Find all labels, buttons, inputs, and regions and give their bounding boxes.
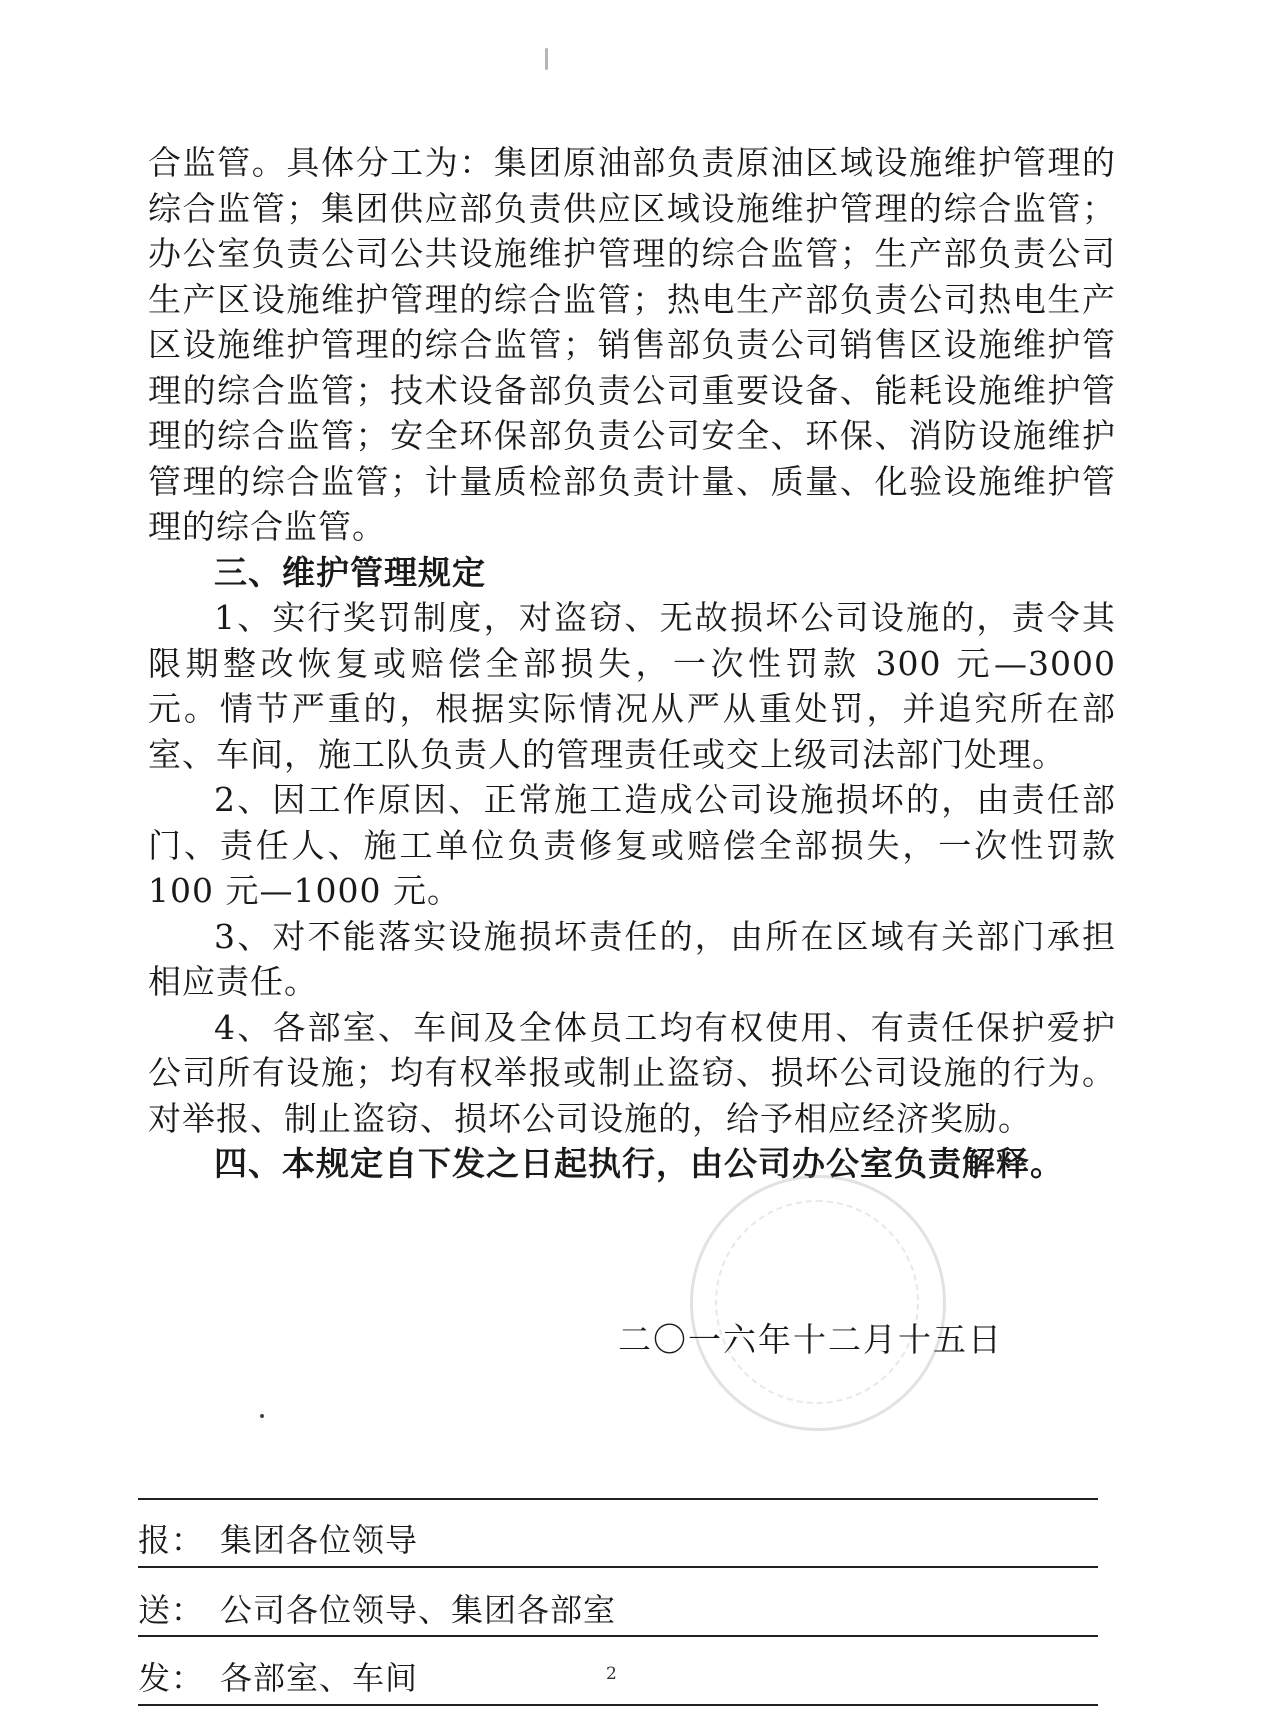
page-number: 2 [606,1664,617,1684]
scan-speck [260,1414,264,1418]
document-body [148,140,1116,1187]
distribution-row-issue [138,1658,418,1698]
document-date: 二〇一六年十二月十五日 [618,1320,1003,1359]
rule-1-paragraph: 1、实行奖罚制度，对盗窃、无故损坏公司设施的，责令其限期整改恢复或赔偿全部损失，一次性罚款 300 元—3000 元。情节严重的，根据实际情况从严从重处罚，并追究所在部室、车间，施工队负责人的管理责任或交上级司法部门处理。 [148,598,1116,774]
distribution-label: 发： [138,1659,205,1697]
rule-2-paragraph: 2、因工作原因、正常施工造成公司设施损坏的，由责任部门、责任人、施工单位负责修复或赔偿全部损失，一次性罚款 100 元—1000 元。 [148,780,1116,910]
distribution-value: 集团各位领导 [220,1521,419,1559]
divider-line [138,1566,1098,1568]
divider-line [138,1635,1098,1637]
rule-4-paragraph: 4、各部室、车间及全体员工均有权使用、有责任保护爱护公司所有设施；均有权举报或制止盗窃、损坏公司设施的行为。对举报、制止盗窃、损坏公司设施的，给予相应经济奖励。 [148,1007,1116,1138]
scan-mark [545,48,548,70]
rule-3-paragraph: 3、对不能落实设施损坏责任的，由所在区域有关部门承担相应责任。 [148,916,1116,1001]
paragraph-supervision-division: 合监管。具体分工为：集团原油部负责原油区域设施维护管理的综合监管；集团供应部负责供应区域设施维护管理的综合监管；办公室负责公司公共设施维护管理的综合监管；生产部负责公司生产区设施维护管理的综合监管；热电生产部负责公司热电生产区设施维护管理的综合监管；销售部负责公司销售区设施维护管理的综合监管；技术设备部负责公司重要设备、能耗设施维护管理的综合监管；安全环保部负责公司安全、环保、消防设施维护管理的综合监管；计量质检部负责计量、质量、化验设施维护管理的综合监管。 [148,143,1116,546]
distribution-value: 公司各位领导、集团各部室 [220,1591,617,1629]
distribution-row-send [138,1590,616,1630]
divider-line [138,1704,1098,1706]
section-heading-effective-date: 四、本规定自下发之日起执行，由公司办公室负责解释。 [214,1144,1064,1183]
distribution-label: 送： [138,1591,205,1629]
section-heading-maintenance-rules: 三、维护管理规定 [214,552,486,592]
divider-line [138,1498,1098,1500]
distribution-label: 报： [138,1521,205,1559]
seal-inner-ring [715,1200,919,1404]
distribution-value: 各部室、车间 [220,1659,419,1697]
distribution-row-report [138,1520,418,1560]
official-seal-stamp [690,1175,946,1431]
